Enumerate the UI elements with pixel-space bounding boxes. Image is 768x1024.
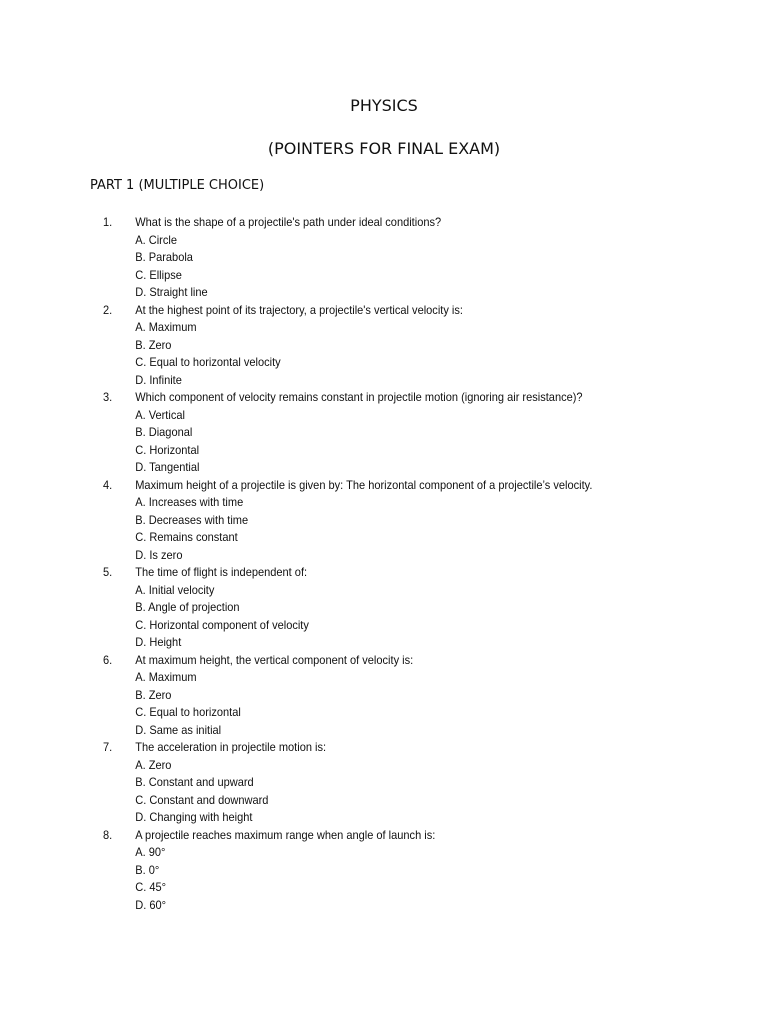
question-text: The time of flight is independent of:	[135, 565, 308, 579]
answer-option: B. Zero	[135, 687, 172, 702]
answer-option: D. Changing with height	[135, 810, 253, 824]
answer-option: B. 0°	[135, 862, 160, 877]
question-number: 6.	[103, 652, 113, 667]
answer-option: C. Remains constant	[135, 530, 238, 544]
question-item	[0, 564, 707, 652]
answer-option: A. Circle	[135, 232, 177, 247]
question-number: 2.	[103, 302, 113, 317]
part-heading: PART 1 (MULTIPLE CHOICE)	[90, 178, 265, 193]
answer-option: D. Same as initial	[135, 722, 222, 737]
answer-option: A. Increases with time	[135, 495, 244, 509]
question-item	[0, 214, 707, 302]
answer-option: A. 90°	[135, 845, 166, 859]
document-subtitle: (POINTERS FOR FINAL EXAM)	[267, 139, 501, 158]
answer-option: D. 60°	[135, 897, 167, 912]
question-number: 8.	[103, 827, 113, 842]
question-item	[0, 827, 707, 915]
answer-option: B. Parabola	[135, 250, 193, 264]
answer-option: A. Maximum	[135, 670, 197, 684]
answer-option: B. Diagonal	[135, 425, 193, 439]
question-text: At the highest point of its trajectory, a projectile's vertical velocity is:	[135, 302, 463, 317]
answer-option: C. Ellipse	[135, 267, 182, 282]
answer-option: B. Decreases with time	[135, 512, 249, 527]
question-number: 1.	[103, 215, 113, 229]
document-title: PHYSICS	[350, 96, 418, 115]
answer-option: B. Constant and upward	[135, 775, 254, 789]
answer-option: D. Is zero	[135, 547, 183, 562]
question-text: What is the shape of a projectile's path under ideal conditions?	[135, 215, 442, 229]
question-number: 3.	[103, 390, 113, 404]
answer-option: A. Maximum	[135, 320, 197, 334]
answer-option: B. Zero	[135, 337, 172, 352]
answer-option: D. Infinite	[135, 372, 182, 387]
question-item	[0, 652, 707, 740]
answer-option: D. Height	[135, 635, 182, 649]
question-text: Maximum height of a projectile is given by: The horizontal component of a projectile’s velocity.	[135, 477, 593, 492]
answer-option: B. Angle of projection	[135, 600, 240, 614]
question-number: 4.	[103, 477, 113, 492]
answer-option: C. Equal to horizontal	[135, 705, 241, 719]
question-text: The acceleration in projectile motion is:	[135, 740, 327, 754]
question-item	[0, 389, 707, 477]
answer-option: D. Tangential	[135, 460, 200, 474]
question-number: 7.	[103, 740, 113, 754]
answer-option: C. Constant and downward	[135, 792, 269, 807]
answer-option: A. Vertical	[135, 407, 185, 422]
question-text: A projectile reaches maximum range when angle of launch is:	[135, 827, 436, 842]
question-text: At maximum height, the vertical component of velocity is:	[135, 652, 414, 667]
question-text: Which component of velocity remains constant in projectile motion (ignoring air resistance)?	[135, 390, 583, 404]
answer-option: A. Initial velocity	[135, 582, 215, 597]
answer-option: A. Zero	[135, 757, 172, 772]
answer-option: C. 45°	[135, 880, 167, 894]
answer-option: C. Horizontal component of velocity	[135, 617, 309, 632]
question-item	[0, 477, 707, 565]
question-item	[0, 302, 707, 390]
question-list	[0, 214, 707, 914]
answer-option: C. Equal to horizontal velocity	[135, 355, 281, 369]
question-item	[0, 739, 707, 827]
answer-option: C. Horizontal	[135, 442, 200, 457]
answer-option: D. Straight line	[135, 285, 208, 299]
question-number: 5.	[103, 565, 113, 579]
